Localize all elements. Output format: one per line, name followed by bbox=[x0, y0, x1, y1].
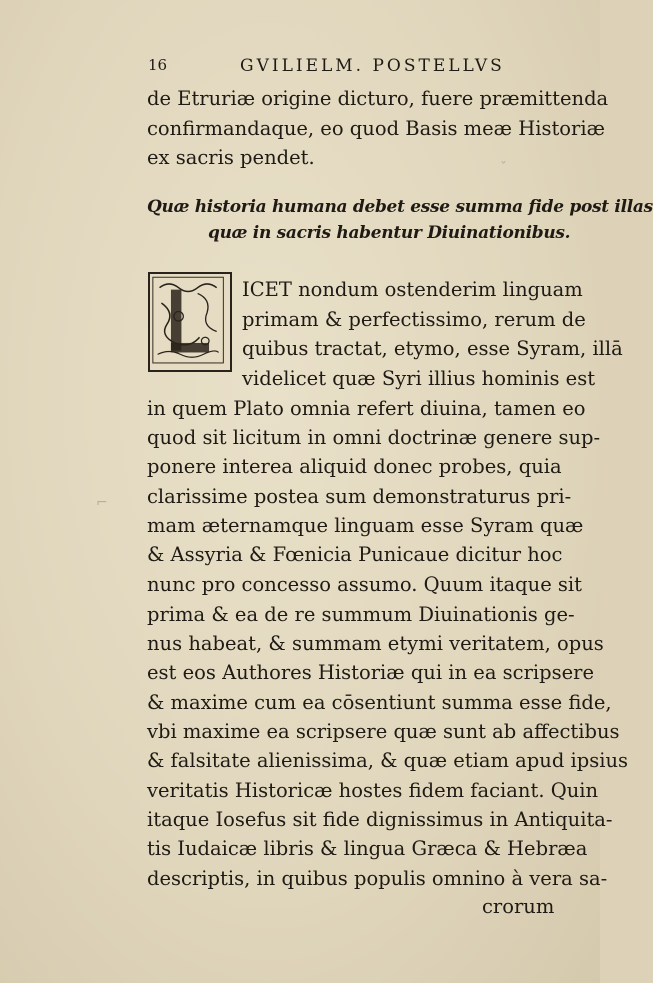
text-line: prima & ea de re summum Diuinationis ge- bbox=[147, 603, 575, 626]
text-line: est eos Authores Historiæ qui in ea scripsere bbox=[147, 661, 595, 684]
text-line: itaque Iosefus sit fide dignissimus in Antiquita- bbox=[147, 808, 613, 831]
page-header bbox=[148, 56, 518, 82]
running-head: GVILIELM. POSTELLVS bbox=[240, 56, 505, 76]
text-line: ICET nondum ostenderim linguam bbox=[242, 278, 583, 301]
text-line: quod sit licitum in omni doctrinæ genere sup- bbox=[147, 426, 601, 449]
text-line: confirmandaque, eo quod Basis meæ Historiæ bbox=[147, 117, 605, 140]
catchword: crorum bbox=[482, 895, 555, 918]
text-line: & falsitate alienissima, & quæ etiam apud ipsius bbox=[147, 749, 629, 772]
text-line: mam æternamque linguam esse Syram quæ bbox=[147, 514, 584, 537]
text-line: clarissime postea sum demonstraturus pri- bbox=[147, 485, 572, 508]
text-line: vbi maxime ea scripsere quæ sunt ab affectibus bbox=[147, 720, 620, 743]
text-line: ex sacris pendet. bbox=[147, 146, 315, 169]
text-line: veritatis Historicæ hostes fidem faciant. Quin bbox=[147, 779, 599, 802]
text-line: & maxime cum ea cōsentiunt summa esse fide, bbox=[147, 691, 612, 714]
text-line: nunc pro concesso assumo. Quum itaque sit bbox=[147, 573, 583, 596]
text-line: & Assyria & Fœnicia Punicaue dicitur hoc bbox=[147, 543, 563, 566]
text-line: videlicet quæ Syri illius hominis est bbox=[242, 367, 596, 390]
section-heading-line: Quæ historia humana debet esse summa fide post illas bbox=[147, 197, 653, 217]
text-line: in quem Plato omnia refert diuina, tamen eo bbox=[147, 397, 586, 420]
text-line: descriptis, in quibus populis omnino à vera sa- bbox=[147, 867, 608, 890]
drop-cap-graphic bbox=[150, 274, 230, 370]
text-line: primam & perfectissimo, rerum de bbox=[242, 308, 586, 331]
folio-number: 16 bbox=[148, 56, 168, 74]
text-line: tis Iudaicæ libris & lingua Græca & Hebræa bbox=[147, 837, 588, 860]
text-line: de Etruriæ origine dicturo, fuere præmittenda bbox=[147, 87, 609, 110]
text-line: nus habeat, & summam etymi veritatem, opus bbox=[147, 632, 604, 655]
text-line: quibus tractat, etymo, esse Syram, illā bbox=[242, 337, 623, 360]
ornamental-initial-L-icon bbox=[148, 272, 232, 372]
paper-mark: ⌐ bbox=[96, 495, 108, 511]
paper-mark: ˇ bbox=[500, 160, 507, 176]
text-line: ponere interea aliquid donec probes, quia bbox=[147, 455, 562, 478]
section-heading-line: quæ in sacris habentur Diuinationibus. bbox=[208, 223, 571, 243]
